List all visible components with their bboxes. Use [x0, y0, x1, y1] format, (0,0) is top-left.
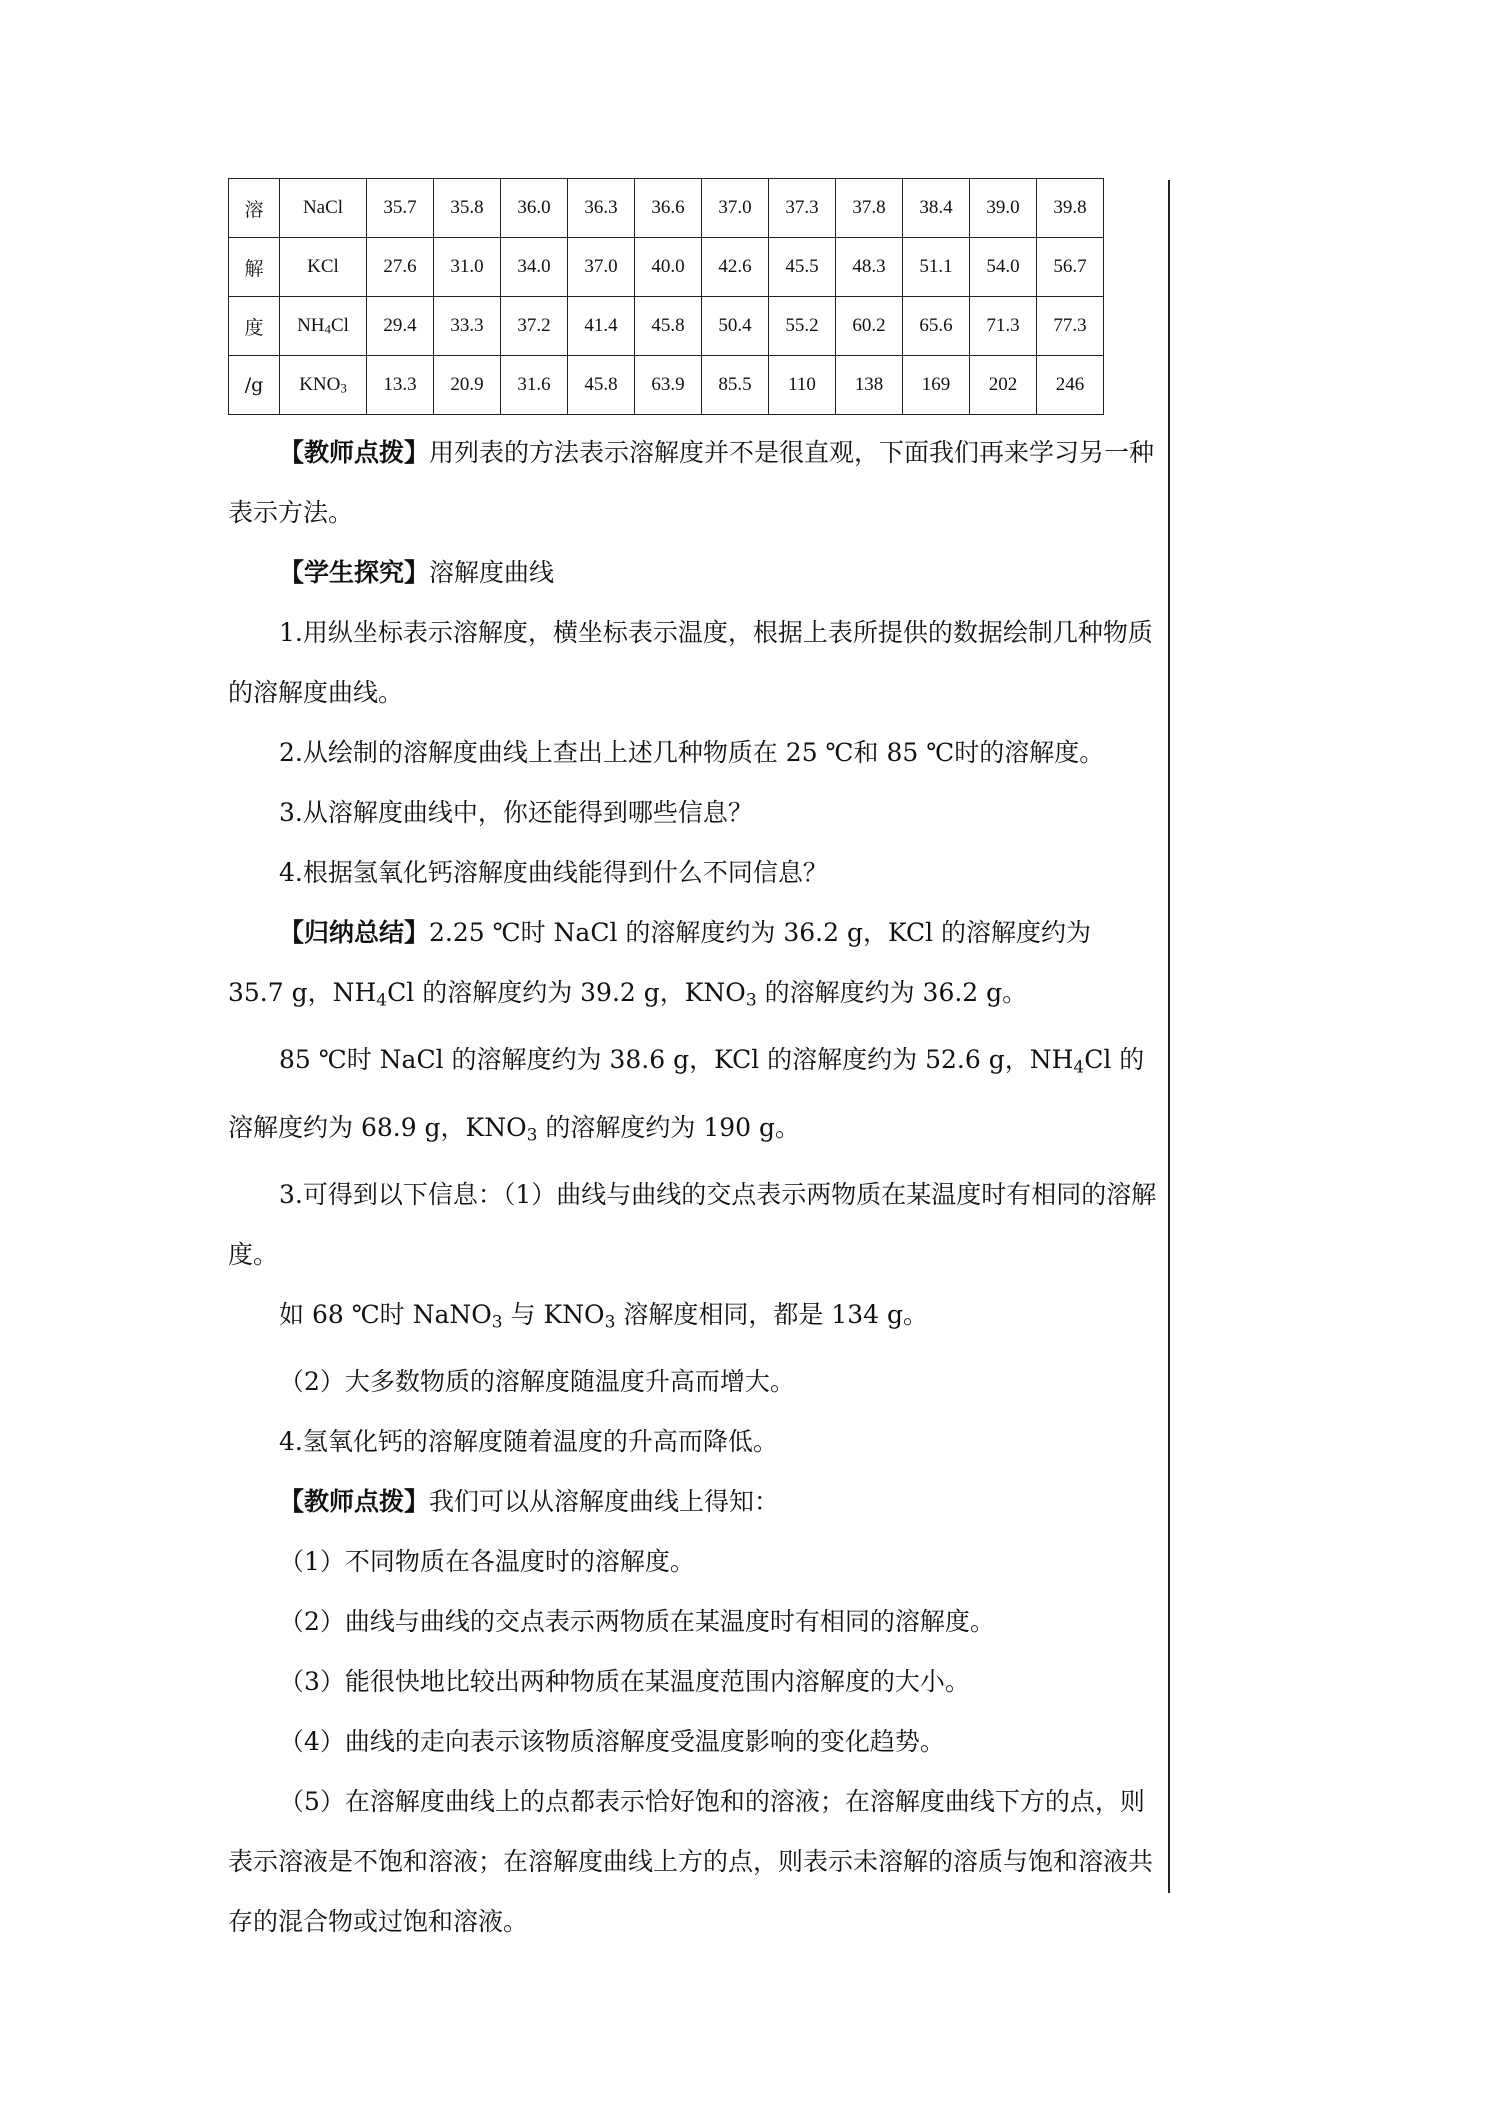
summary-line-1 [228, 903, 1158, 963]
tip-item-1: （1）不同物质在各温度时的溶解度。 [279, 1547, 695, 1576]
substance-name: NH [297, 314, 325, 336]
paragraph-text: 用列表的方法表示溶解度并不是很直观，下面我们再来学习另一种表示方法。 [228, 438, 1155, 527]
tip-item-4: （4）曲线的走向表示该物质溶解度受温度影响的变化趋势。 [279, 1727, 945, 1756]
side-label-cell: /g [229, 356, 280, 415]
intersection-example [228, 1285, 1158, 1352]
text-run: 85 ℃时 NaCl 的溶解度约为 38.6 g，KCl 的溶解度约为 52.6 g，NH [279, 1045, 1074, 1075]
solubility-value-cell: 63.9 [635, 356, 702, 415]
substance-cell [280, 356, 367, 415]
inquiry-item-4: 4.根据氢氧化钙溶解度曲线能得到什么不同信息？ [279, 858, 828, 887]
solubility-value-cell: 85.5 [702, 356, 769, 415]
solubility-value-cell: 35.8 [434, 179, 501, 238]
substance-name-tail: Cl [330, 314, 349, 336]
teacher-tip-paragraph-1 [228, 423, 1158, 543]
side-label-cell: 度 [229, 297, 280, 356]
subscript: 3 [604, 1312, 616, 1332]
subscript: 3 [745, 990, 757, 1011]
solubility-value-cell: 20.9 [434, 356, 501, 415]
section-label: 【教师点拨】 [279, 438, 430, 467]
table-row [229, 356, 1104, 415]
inquiry-item-3: 3.从溶解度曲线中，你还能得到哪些信息？ [279, 798, 753, 827]
table-row [229, 297, 1104, 356]
solubility-value-cell: 45.8 [635, 297, 702, 356]
solubility-value-cell: 48.3 [836, 238, 903, 297]
solubility-value-cell: 50.4 [702, 297, 769, 356]
inquiry-item-2: 2.从绘制的溶解度曲线上查出上述几种物质在 25 ℃和 85 ℃时的溶解度。 [279, 738, 1105, 767]
substance-subscript: 4 [324, 321, 331, 337]
solubility-value-cell: 37.0 [568, 238, 635, 297]
text-run: 溶解度相同，都是 134 g。 [615, 1299, 928, 1329]
text-run: 35.7 g，NH [228, 978, 377, 1007]
solubility-value-cell: 202 [970, 356, 1037, 415]
solubility-value-cell: 36.6 [635, 179, 702, 238]
solubility-value-cell: 138 [836, 356, 903, 415]
substance-name: KCl [307, 256, 339, 277]
solubility-value-cell: 37.0 [702, 179, 769, 238]
student-inquiry-heading [228, 543, 1158, 603]
solubility-value-cell: 54.0 [970, 238, 1037, 297]
subscript: 3 [526, 1124, 538, 1145]
table-row [229, 238, 1104, 297]
solubility-value-cell: 40.0 [635, 238, 702, 297]
solubility-value-cell: 39.0 [970, 179, 1037, 238]
paragraph-text: 我们可以从溶解度曲线上得知： [429, 1487, 780, 1516]
teacher-tip-paragraph-2 [228, 1472, 1158, 1532]
summary-item-4: 4.氢氧化钙的溶解度随着温度的升高而降低。 [279, 1427, 778, 1456]
substance-name: KNO [299, 373, 341, 395]
tip-item-3: （3）能很快地比较出两种物质在某温度范围内溶解度的大小。 [279, 1667, 970, 1696]
summary-85c-paragraph [228, 1030, 1158, 1165]
solubility-value-cell: 41.4 [568, 297, 635, 356]
solubility-value-cell: 42.6 [702, 238, 769, 297]
solubility-value-cell: 246 [1037, 356, 1104, 415]
solubility-value-cell: 77.3 [1037, 297, 1104, 356]
solubility-value-cell: 36.0 [501, 179, 568, 238]
summary-line-2 [228, 963, 1158, 1030]
tip-item-2: （2）曲线与曲线的交点表示两物质在某温度时有相同的溶解度。 [279, 1607, 995, 1636]
section-label: 【学生探究】 [279, 558, 430, 587]
text-run: 的溶解度约为 190 g。 [537, 1112, 800, 1142]
solubility-value-cell: 38.4 [903, 179, 970, 238]
solubility-table [228, 178, 1104, 415]
document-body [228, 423, 1158, 1952]
solubility-value-cell: 65.6 [903, 297, 970, 356]
text-run: Cl 的溶解度约为 39.2 g，KNO [387, 978, 746, 1007]
solubility-value-cell: 37.2 [501, 297, 568, 356]
substance-cell [280, 238, 367, 297]
solubility-value-cell: 13.3 [367, 356, 434, 415]
text-run: Cl 的溶解度约为 68.9 g，KNO [228, 1045, 1145, 1142]
side-label-cell: 解 [229, 238, 280, 297]
substance-cell [280, 179, 367, 238]
subscript: 4 [1073, 1057, 1085, 1078]
subscript: 3 [491, 1312, 503, 1332]
substance-subscript: 3 [340, 380, 347, 396]
summary-info-paragraph: 3.可得到以下信息：（1）曲线与曲线的交点表示两物质在某温度时有相同的溶解度。 [228, 1179, 1157, 1269]
text-run: 如 68 ℃时 NaNO [279, 1299, 492, 1329]
solubility-value-cell: 36.3 [568, 179, 635, 238]
solubility-value-cell: 29.4 [367, 297, 434, 356]
inquiry-item-1: 1.用纵坐标表示溶解度，横坐标表示温度，根据上表所提供的数据绘制几种物质的溶解度曲线。 [228, 618, 1153, 707]
solubility-value-cell: 55.2 [769, 297, 836, 356]
summary-item-2: （2）大多数物质的溶解度随温度升高而增大。 [279, 1367, 795, 1396]
solubility-value-cell: 37.3 [769, 179, 836, 238]
solubility-value-cell: 39.8 [1037, 179, 1104, 238]
solubility-value-cell: 56.7 [1037, 238, 1104, 297]
solubility-value-cell: 60.2 [836, 297, 903, 356]
solubility-value-cell: 34.0 [501, 238, 568, 297]
solubility-value-cell: 27.6 [367, 238, 434, 297]
solubility-value-cell: 33.3 [434, 297, 501, 356]
paragraph-text: 2.25 ℃时 NaCl 的溶解度约为 36.2 g，KCl 的溶解度约为 [429, 918, 1092, 947]
table-row [229, 179, 1104, 238]
solubility-value-cell: 71.3 [970, 297, 1037, 356]
solubility-value-cell: 51.1 [903, 238, 970, 297]
substance-cell [280, 297, 367, 356]
subscript: 4 [376, 990, 388, 1011]
solubility-value-cell: 31.6 [501, 356, 568, 415]
substance-name: NaCl [302, 197, 344, 218]
solubility-value-cell: 110 [769, 356, 836, 415]
solubility-value-cell: 169 [903, 356, 970, 415]
tip-item-5: （5）在溶解度曲线上的点都表示恰好饱和的溶液；在溶解度曲线下方的点，则表示溶液是不饱和溶液；在溶解度曲线上方的点，则表示未溶解的溶质与饱和溶液共存的混合物或过饱和溶液。 [228, 1787, 1154, 1936]
right-border-line [1168, 180, 1170, 1893]
section-label: 【教师点拨】 [279, 1487, 430, 1516]
text-run: 的溶解度约为 36.2 g。 [756, 978, 1028, 1007]
solubility-value-cell: 37.8 [836, 179, 903, 238]
solubility-value-cell: 35.7 [367, 179, 434, 238]
solubility-value-cell: 45.5 [769, 238, 836, 297]
text-run: 与 KNO [502, 1299, 605, 1329]
solubility-value-cell: 31.0 [434, 238, 501, 297]
solubility-value-cell: 45.8 [568, 356, 635, 415]
side-label-cell: 溶 [229, 179, 280, 238]
solubility-table-body [229, 179, 1104, 415]
paragraph-text: 溶解度曲线 [429, 558, 555, 587]
section-label: 【归纳总结】 [279, 918, 430, 947]
